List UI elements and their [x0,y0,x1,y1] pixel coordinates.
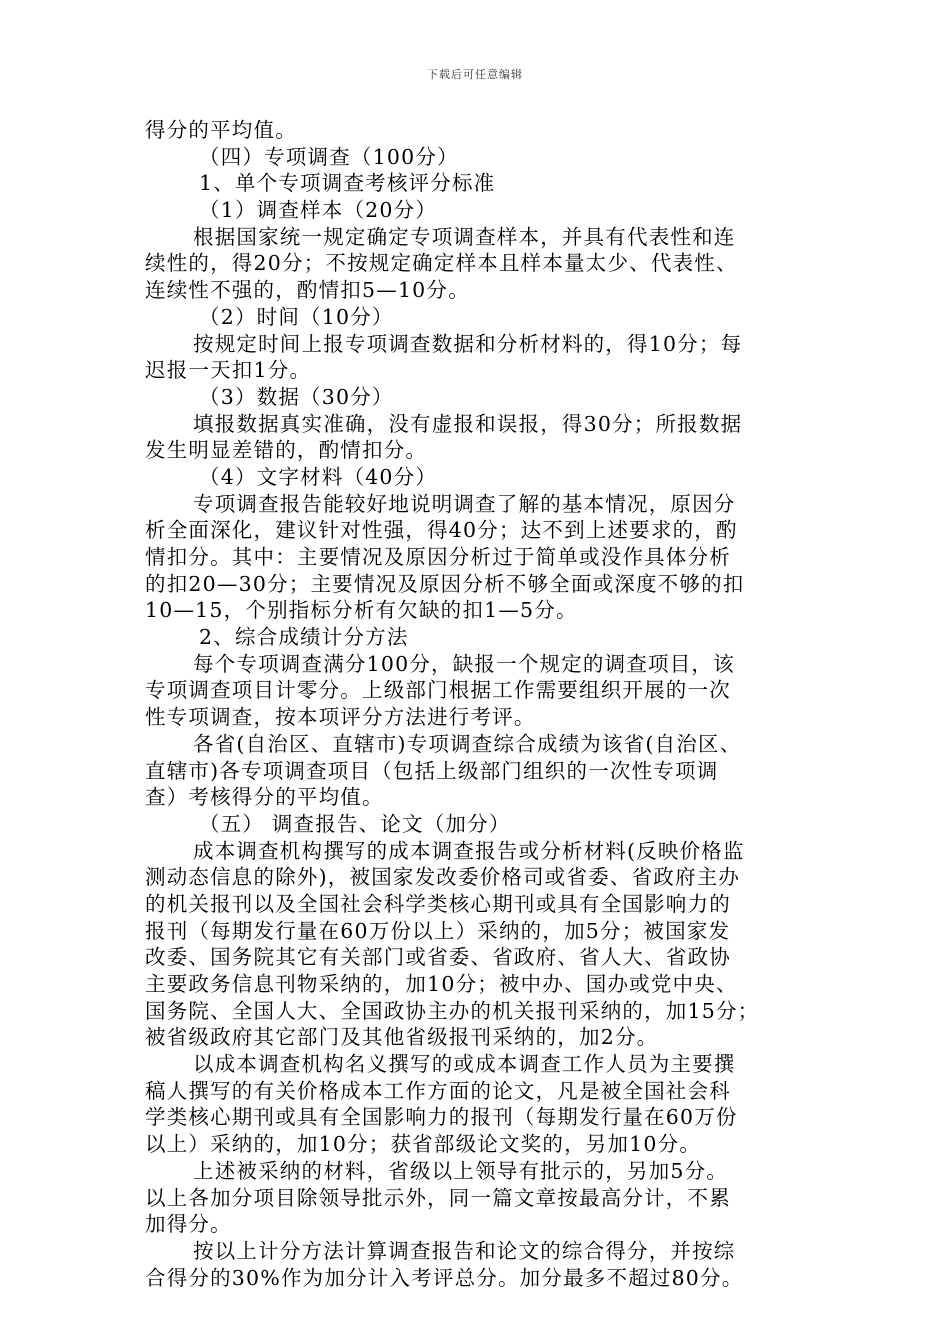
text-line: （4）文字材料（40分） [199,464,438,489]
text-line: 每个专项调查满分100分，缺报一个规定的调查项目，该 [193,651,735,676]
text-line: 情扣分。其中：主要情况及原因分析过于简单或没作具体分析 [145,545,731,569]
text-line: 直辖市)各专项调查项目（包括上级部门组织的一次性专项调 [145,758,719,783]
text-line: 续性的，得20分；不按规定确定样本且样本量太少、代表性、 [145,251,738,276]
text-line: 以上各加分项目除领导批示外，同一篇文章按最高分计，不累 [145,1185,731,1210]
text-line: 性专项调查，按本项评分方法进行考评。 [145,705,536,730]
text-line: （1）调查样本（20分） [199,198,438,223]
text-line: 2、综合成绩计分方法 [199,625,409,650]
text-line: 10—15，个别指标分析有欠缺的扣1—5分。 [145,598,578,623]
text-line: 连续性不强的，酌情扣5—10分。 [145,278,470,303]
text-line: 根据国家统一规定确定专项调查样本，并具有代表性和连 [193,224,736,249]
text-line: 填报数据真实准确，没有虚报和误报，得30分；所报数据 [193,411,743,436]
text-line: 主要政务信息刊物采纳的，加10分；被中办、国办或党中央、 [145,972,738,996]
text-line: 的机关报刊以及全国社会科学类核心期刊或具有全国影响力的 [145,891,731,916]
text-line: 以上）采纳的，加10分；获省部级论文奖的，另加10分。 [145,1132,702,1157]
text-line: （四）专项调查（100分） [199,144,459,169]
text-line: 按规定时间上报专项调查数据和分析材料的，得10分；每 [193,331,743,356]
text-line: 合得分的30%作为加分计入考评总分。加分最多不超过80分。 [145,1265,744,1290]
text-line: （3）数据（30分） [199,384,394,409]
text-line: 迟报一天扣1分。 [145,358,312,383]
text-line: 发生明显差错的，酌情扣分。 [145,438,428,463]
text-line: 被省级政府其它部门及其他省级报刊采纳的，加2分。 [145,1025,659,1050]
text-line: 加得分。 [145,1212,232,1237]
page-header: 下载后可任意编辑 [427,68,523,81]
text-line: 析全面深化，建议针对性强，得40分；达不到上述要求的，酌 [145,518,738,543]
text-line: 以成本调查机构名义撰写的或成本调查工作人员为主要撰 [193,1052,736,1077]
text-line: 上述被采纳的材料，省级以上领导有批示的，另加5分。 [193,1158,729,1183]
text-line: 成本调查机构撰写的成本调查报告或分析材料(反映价格监 [193,838,745,863]
text-line: 专项调查报告能较好地说明调查了解的基本情况，原因分 [193,491,736,516]
text-line: 得分的平均值。 [145,118,297,142]
text-line: 1、单个专项调查考核评分标准 [199,171,496,196]
text-line: 稿人撰写的有关价格成本工作方面的论文，凡是被全国社会科 [145,1078,731,1103]
text-line: 国务院、全国人大、全国政协主办的机关报刊采纳的，加15分； [145,998,760,1023]
text-line: （2）时间（10分） [199,304,394,329]
text-line: 学类核心期刊或具有全国影响力的报刊（每期发行量在60万份 [145,1105,738,1130]
text-line: 改委、国务院其它有关部门或省委、省政府、省人大、省政协 [145,945,731,970]
document-body [145,117,815,1291]
text-line: 各省(自治区、直辖市)专项调查综合成绩为该省(自治区、 [193,731,742,756]
text-line: 的扣20—30分；主要情况及原因分析不够全面或深度不够的扣 [145,571,745,596]
text-line: 专项调查项目计零分。上级部门根据工作需要组织开展的一次 [145,678,731,703]
text-line: 查）考核得分的平均值。 [145,785,384,810]
text-line: （五） 调查报告、论文（加分） [199,811,511,836]
text-line: 按以上计分方法计算调查报告和论文的综合得分，并按综 [193,1238,736,1263]
text-line: 报刊（每期发行量在60万份以上）采纳的，加5分；被国家发 [145,918,731,943]
text-line: 测动态信息的除外)，被国家发改委价格司或省委、省政府主办 [145,865,741,890]
